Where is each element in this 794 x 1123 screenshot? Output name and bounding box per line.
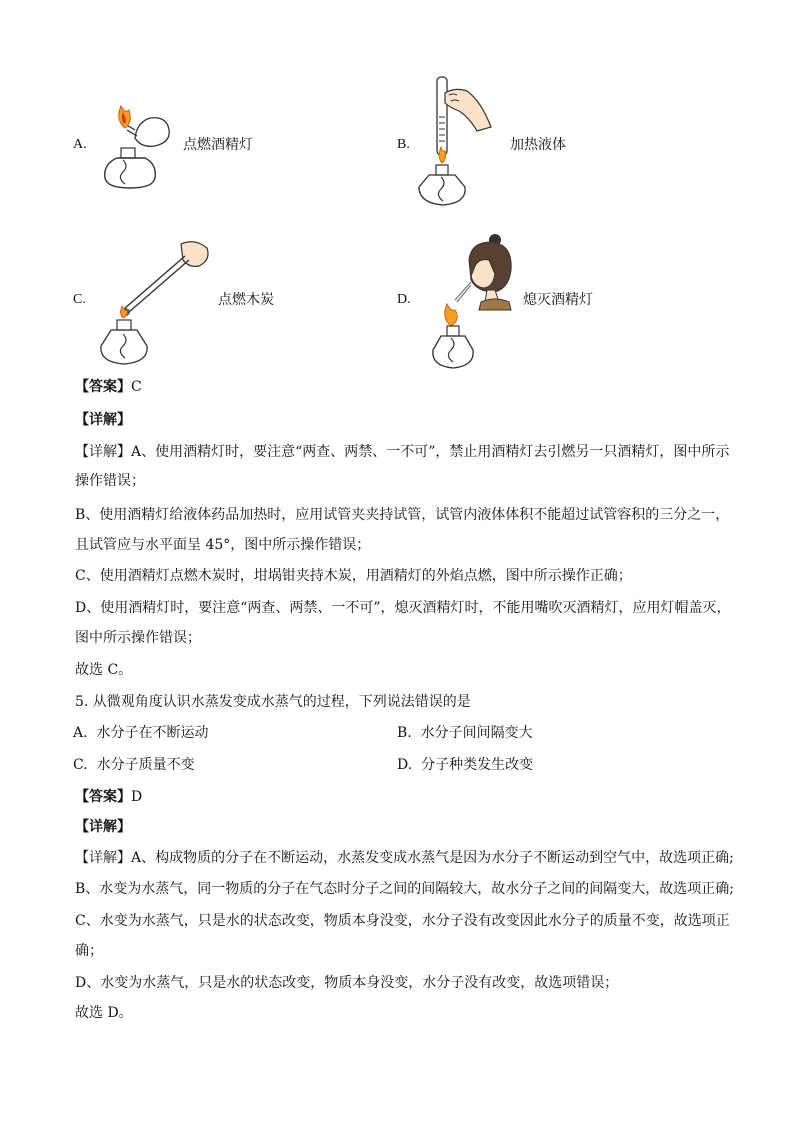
lighting-alcohol-lamp-illustration xyxy=(95,100,180,195)
answer-value: D xyxy=(131,789,143,805)
q4-explanation-line: 且试管应与水平面呈 45°，图中所示操作错误； xyxy=(75,537,371,553)
answer-value: C xyxy=(131,379,142,395)
q4-explanation-line: 图中所示操作错误； xyxy=(75,630,201,646)
q4-explanation-line: C、使用酒精灯点燃木炭时，坩埚钳夹持木炭，用酒精灯的外焰点燃，图中所示操作正确； xyxy=(75,568,632,584)
q4-detail-heading: 【详解】 xyxy=(75,412,131,428)
option-d-caption: 熄灭酒精灯 xyxy=(523,292,593,308)
option-b-letter: B. xyxy=(397,137,410,152)
option-a-caption: 点燃酒精灯 xyxy=(183,137,253,153)
q5-answer-line xyxy=(75,787,725,807)
option-c-caption: 点燃木炭 xyxy=(218,292,274,308)
q5-option-a xyxy=(73,723,208,743)
q4-explanation-line: 故选 C。 xyxy=(75,662,133,678)
option-d-letter: D. xyxy=(397,292,411,307)
q5-option-d xyxy=(397,755,533,775)
q5-option-letter: C. xyxy=(73,757,88,773)
q4-answer-line xyxy=(75,377,725,397)
q5-explanation-line: D、水变为水蒸气，只是水的状态改变，物质本身没变，水分子没有改变，故选项错误； xyxy=(75,975,619,991)
q5-option-letter: B. xyxy=(397,725,412,741)
q5-option-letter: A. xyxy=(73,725,88,741)
q4-explanation-line: D、使用酒精灯时，要注意“两查、两禁、一不可”，熄灭酒精灯时，不能用嘴吹灭酒精灯，应用灯帽盖灭， xyxy=(75,600,731,616)
q5-detail-heading: 【详解】 xyxy=(75,819,131,835)
option-a-letter: A. xyxy=(73,137,87,152)
q5-option-text: 分子种类发生改变 xyxy=(421,757,534,773)
option-c-letter: C. xyxy=(73,292,86,307)
q4-explanation-line: B、使用酒精灯给液体药品加热时，应用试管夹夹持试管，试管内液体体积不能超过试管容积的三分之一， xyxy=(75,507,730,523)
q5-stem: 5. 从微观角度认识水蒸发变成水蒸气的过程，下列说法错误的是 xyxy=(75,694,471,710)
heating-liquid-illustration xyxy=(415,77,495,217)
q5-option-text: 水分子在不断运动 xyxy=(96,725,209,741)
q5-explanation-line: 【详解】A、构成物质的分子在不断运动，水蒸发变成水蒸气是因为水分子不断运动到空气中，故选项正确; xyxy=(75,850,734,866)
answer-label: 【答案】 xyxy=(75,379,131,395)
option-b-caption: 加热液体 xyxy=(510,137,566,153)
igniting-charcoal-illustration xyxy=(95,238,215,368)
q4-explanation-line: 操作错误； xyxy=(75,473,145,489)
q5-explanation-line: B、水变为水蒸气，同一物质的分子在气态时分子之间的间隔较大，故水分子之间的间隔变大，故选项正确; xyxy=(75,881,735,897)
blowing-out-lamp-illustration xyxy=(425,230,520,370)
q5-explanation-line: 确； xyxy=(75,943,103,959)
q5-explanation-line: 故选 D。 xyxy=(75,1005,133,1021)
q5-option-text: 水分子质量不变 xyxy=(96,757,195,773)
q4-explanation-line: 【详解】A、使用酒精灯时，要注意“两查、两禁、一不可”，禁止用酒精灯去引燃另一只酒精灯，图中所示 xyxy=(75,444,730,460)
answer-label: 【答案】 xyxy=(75,789,131,805)
q5-option-letter: D. xyxy=(397,757,413,773)
q5-explanation-line: C、水变为水蒸气，只是水的状态改变，物质本身没变，水分子没有改变因此水分子的质量不变，故选项正 xyxy=(75,913,730,929)
q5-option-text: 水分子间间隔变大 xyxy=(420,725,533,741)
q5-option-c xyxy=(73,755,195,775)
q5-option-b xyxy=(397,723,533,743)
